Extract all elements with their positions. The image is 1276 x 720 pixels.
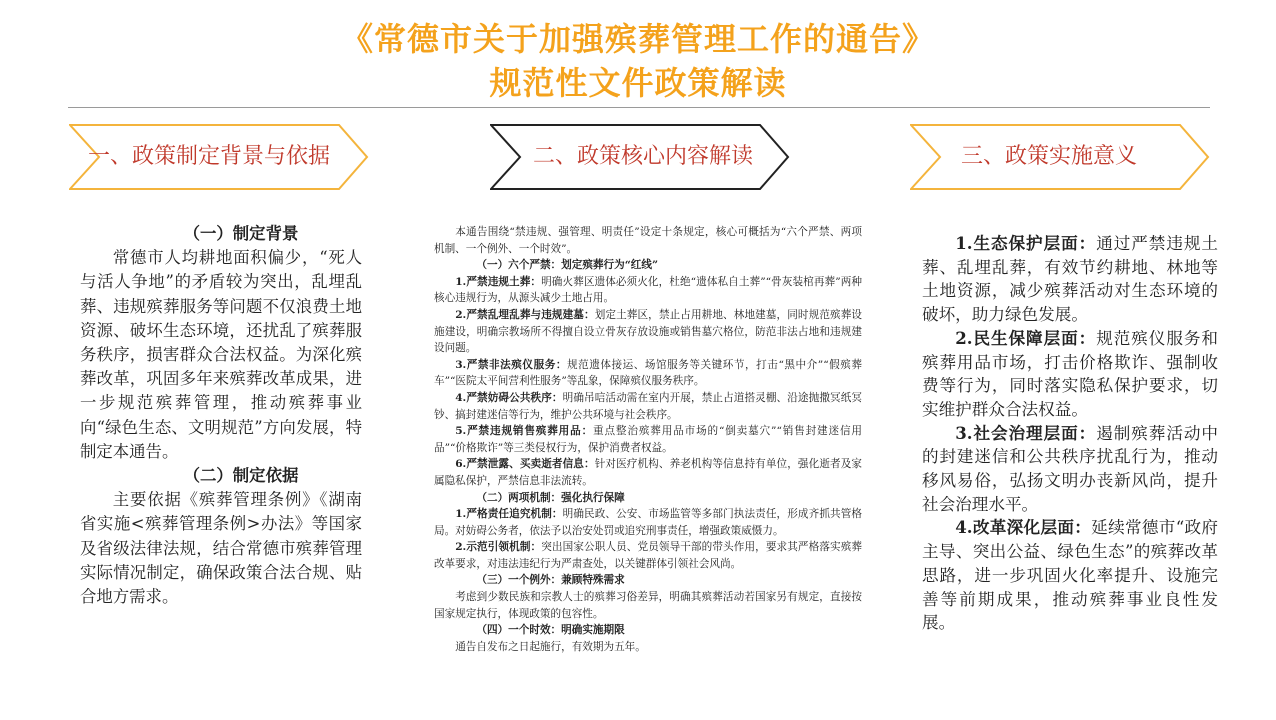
prohibition-title: 5.严禁违规销售殡葬用品：	[455, 425, 594, 438]
mechanism-item	[434, 506, 862, 539]
prohibition-title: 3.严禁非法殡仪服务：	[455, 358, 567, 371]
background-heading: （一）制定背景	[183, 224, 299, 243]
mechanism-title: 1.严格责任追究机制：	[455, 508, 563, 521]
section-3-heading: 三、政策实施意义	[960, 144, 1137, 169]
significance-text: 通过严禁违规土葬、乱埋乱葬，有效节约耕地、林地等土地资源，减少殡葬活动对生态环境的破坏，助力绿色发展。	[922, 234, 1219, 325]
section-2-heading: 二、政策核心内容解读	[532, 144, 753, 169]
prohibition-title: 2.严禁乱埋乱葬与违规建墓：	[455, 308, 595, 321]
significance-item	[922, 232, 1218, 327]
prohibition-title: 1.严禁违规土葬：	[455, 275, 542, 288]
prohibition-text: 规范遗体接运、场馆服务等关键环节，打击“黑中介”“假殡葬车”“医院太平间营利性服务”等乱象，保障殡仪服务秩序。	[434, 358, 863, 388]
prohibition-item	[434, 274, 862, 307]
six-prohibitions-heading: （一）六个严禁：划定殡葬行为“红线”	[476, 259, 659, 272]
two-mechanisms-heading: （二）两项机制：强化执行保障	[476, 491, 625, 504]
prohibition-item	[434, 307, 862, 357]
significance-title: 3.社会治理层面：	[955, 422, 1097, 443]
significance-item	[922, 327, 1218, 422]
prohibition-item	[434, 357, 862, 390]
significance-text: 延续常德市“政府主导、突出公益、绿色生态”的殡葬改革思路，进一步巩固火化率提升、设施完善等前期成果，推动殡葬事业良性发展。	[922, 518, 1218, 633]
exception-heading: （三）一个例外：兼顾特殊需求	[476, 574, 625, 587]
section-2-arrow	[490, 124, 790, 190]
mechanism-text: 明确民政、公安、市场监管等多部门执法责任，形成齐抓共管格局。对妨碍公务者，依法予以治安处罚或追究刑事责任，增强政策威慑力。	[434, 508, 863, 537]
title-line-2: 规范性文件政策解读	[489, 64, 787, 102]
background-column	[80, 222, 362, 609]
mechanism-text: 突出国家公职人员、党员领导干部的带头作用，要求其严格落实殡葬改革要求，对违法违纪行为严肃查处，以关键群体引领社会风尚。	[434, 541, 863, 570]
prohibition-item	[434, 423, 862, 456]
basis-heading: （二）制定依据	[183, 466, 299, 486]
prohibition-text: 重点整治殡葬用品市场的“倒卖墓穴”“销售封建迷信用品”“价格欺诈”等三类侵权行为，保护消费者权益。	[434, 425, 862, 454]
significance-item	[922, 516, 1218, 635]
title-line-1: 《常德市关于加强殡葬管理工作的通告》	[340, 20, 935, 58]
validity-text: 通告自发布之日起施行，有效期为五年。	[455, 640, 646, 653]
significance-title: 4.改革深化层面：	[955, 517, 1092, 538]
significance-title: 2.民生保障层面：	[955, 327, 1097, 348]
prohibition-text: 明确火葬区遗体必须火化，杜绝“遗体私自土葬”“骨灰装棺再葬”两种核心违规行为，从源头减少土地占用。	[434, 275, 862, 305]
prohibition-text: 明确吊唁活动需在室内开展，禁止占道搭灵棚、沿途抛撒冥纸冥钞、搞封建迷信等行为，维护公共环境与社会秩序。	[434, 391, 863, 421]
core-intro: 本通告围绕“禁违规、强管理、明责任”设定十条规定，核心可概括为“六个严禁、两项机制、一个例外、一个时效”。	[434, 226, 862, 255]
title-divider	[68, 107, 1210, 108]
prohibition-item	[434, 456, 862, 489]
validity-heading: （四）一个时效：明确实施期限	[476, 624, 625, 637]
prohibition-text: 划定土葬区，禁止占用耕地、林地建墓，同时规范殡葬设施建设，明确宗教场所不得擅自设立骨灰存放设施或销售墓穴格位，防范非法占地和违规建设问题。	[434, 308, 862, 355]
prohibition-text: 针对医疗机构、养老机构等信息持有单位，强化逝者及家属隐私保护，严禁信息非法流转。	[434, 458, 862, 487]
basis-text: 主要依据《殡葬管理条例》《湖南省实施<殡葬管理条例>办法》等国家及省级法律法规，结合常德市殡葬管理实际情况制定，确保政策合法合规、贴合地方需求。	[80, 490, 362, 607]
significance-column	[922, 232, 1218, 635]
significance-item	[922, 422, 1218, 517]
section-1-arrow	[69, 124, 369, 190]
section-1-heading: 一、政策制定背景与依据	[87, 144, 330, 169]
significance-text: 规范殡仪服务和殡葬用品市场，打击价格欺诈、强制收费等行为，同时落实隐私保护要求，切实维护群众合法权益。	[922, 328, 1219, 419]
significance-title: 1.生态保护层面：	[955, 233, 1097, 253]
prohibition-item	[434, 390, 862, 423]
prohibition-title: 4.严禁妨碍公共秩序：	[455, 391, 563, 404]
significance-text: 遏制殡葬活动中的封建迷信和公共秩序扰乱行为，推动移风易俗，弘扬文明办丧新风尚，提升社会治理水平。	[922, 423, 1219, 514]
background-text: 常德市人均耕地面积偏少，“死人与活人争地”的矛盾较为突出，乱埋乱葬、违规殡葬服务等问题不仅浪费土地资源、破坏生态环境，还扰乱了殡葬服务秩序，损害群众合法权益。为深化殡葬改革，巩固多年来殡葬改革成果，进一步规范殡葬管理，推动殡葬事业向“绿色生态、文明规范”方向发展，特制定本通告。	[80, 248, 362, 461]
prohibition-title: 6.严禁泄露、买卖逝者信息：	[455, 458, 595, 471]
mechanism-item	[434, 539, 862, 572]
section-3-arrow	[910, 124, 1210, 190]
exception-text: 考虑到少数民族和宗教人士的殡葬习俗差异，明确其殡葬活动若国家另有规定，直接按国家规定执行，体现政策的包容性。	[434, 591, 862, 620]
mechanism-title: 2.示范引领机制：	[455, 541, 542, 554]
core-content-column	[434, 224, 862, 655]
